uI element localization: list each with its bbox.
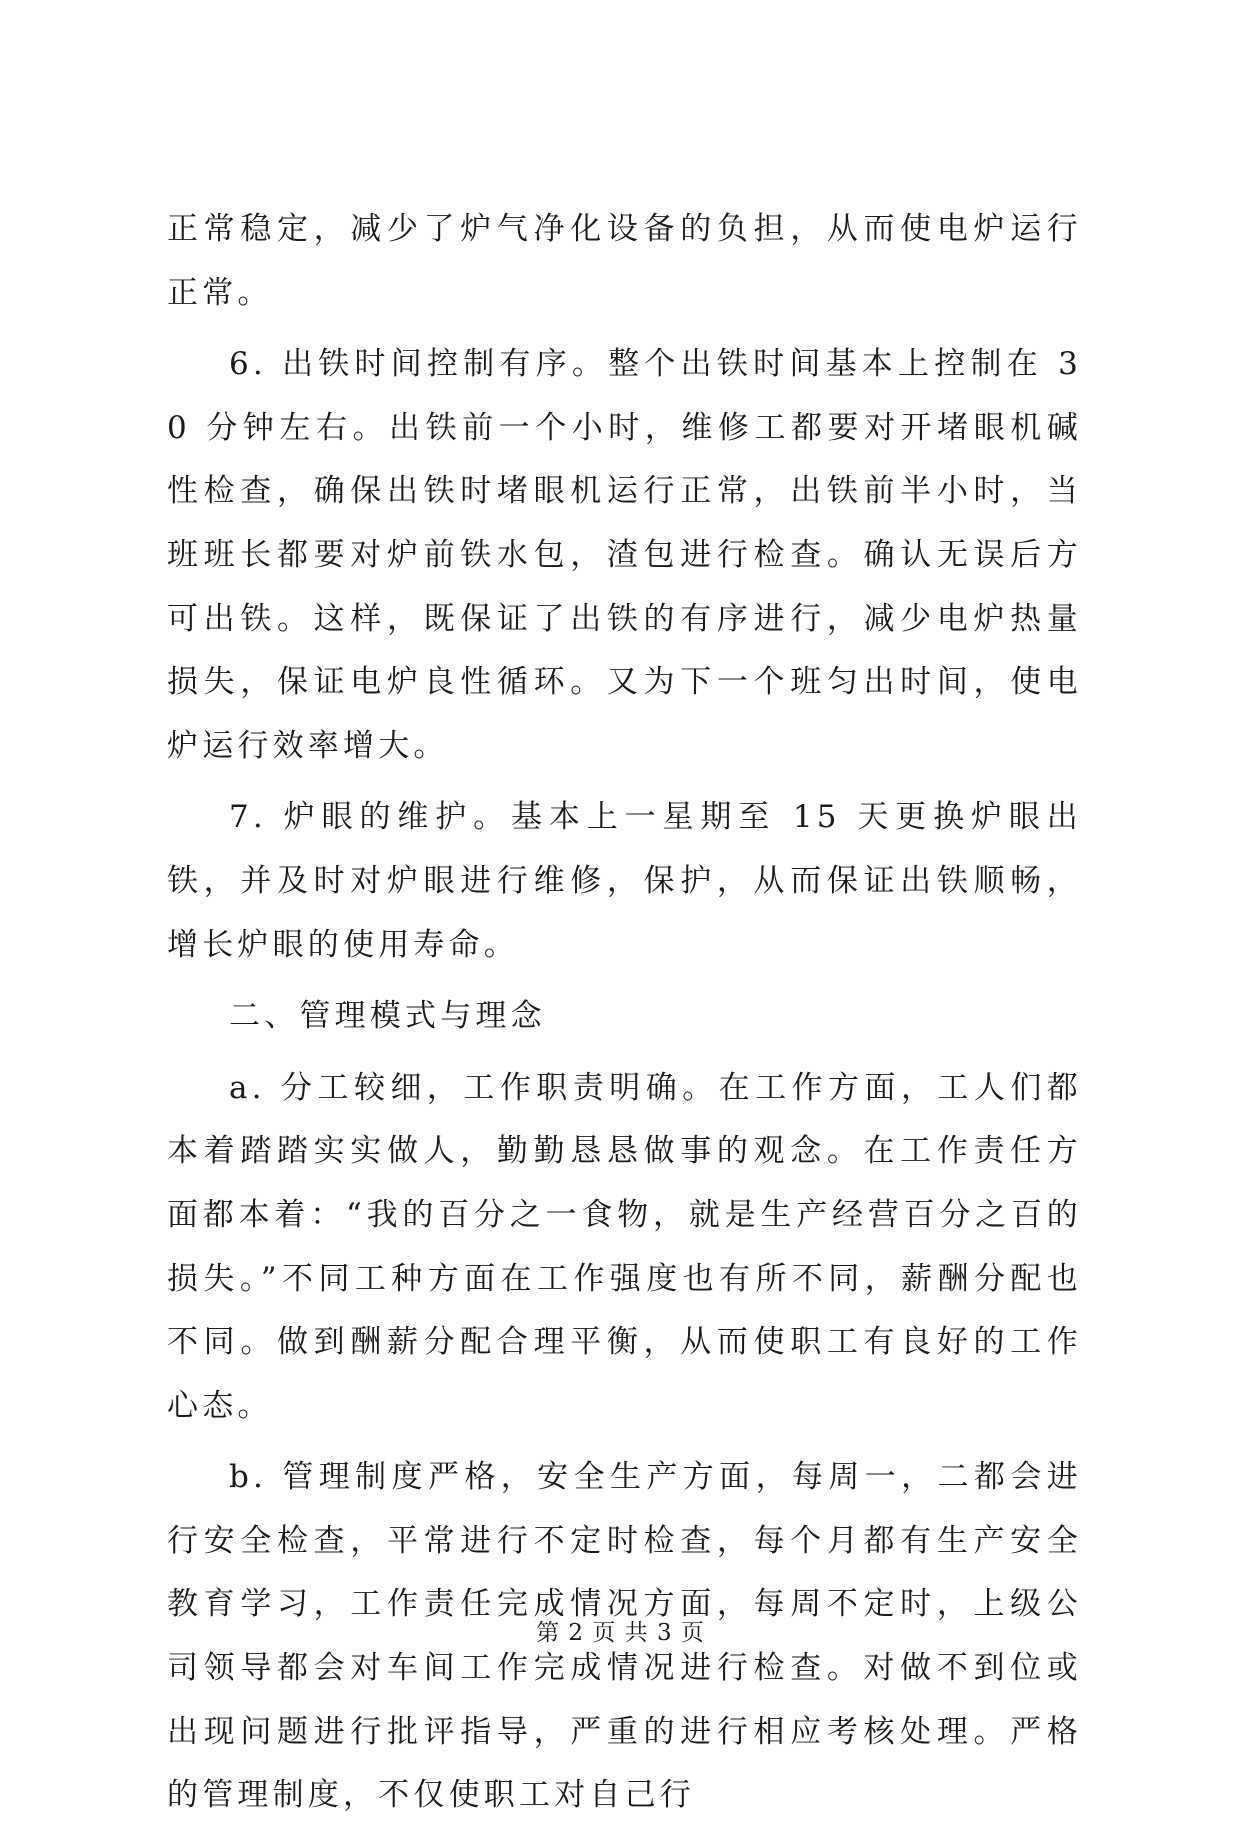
- paragraph-1: 正常稳定，减少了炉气净化设备的负担，从而使电炉运行正常。: [167, 211, 1082, 311]
- page-footer: 第 2 页 共 3 页: [536, 1620, 705, 1646]
- document-body: [167, 198, 1082, 1828]
- section-heading: 二、管理模式与理念: [229, 998, 546, 1035]
- paragraph-4: a. 分工较细，工作职责明确。在工作方面，工人们都本着踏踏实实做人，勤勤恳恳做事的观念。在工作责任方面都本着：“我的百分之一食物，就是生产经营百分之百的损失。”不同工种方面在工作强度也有所不同，薪酬分配也不同。做到酬薪分配合理平衡，从而使职工有良好的工作心态。: [167, 1069, 1083, 1424]
- paragraph-5: b. 管理制度严格，安全生产方面，每周一，二都会进行安全检查，平常进行不定时检查，每个月都有生产安全教育学习，工作责任完成情况方面，每周不定时，上级公司领导都会对车间工作完成情况进行检查。对做不到位或出现问题进行批评指导，严重的进行相应考核处理。严格的管理制度，不仅使职工对自己行: [167, 1459, 1082, 1814]
- paragraph-2: 6. 出铁时间控制有序。整个出铁时间基本上控制在 30 分钟左右。出铁前一个小时，维修工都要对开堵眼机碱性检查，确保出铁时堵眼机运行正常，出铁前半小时，当班班长都要对炉前铁水包，渣包进行检查。确认无误后方可出铁。这样，既保证了出铁的有序进行，减少电炉热量损失，保证电炉良性循环。又为下一个班匀出时间，使电炉运行效率增大。: [167, 346, 1082, 764]
- paragraph-3: 7. 炉眼的维护。基本上一星期至 15 天更换炉眼出铁，并及时对炉眼进行维修，保护，从而保证出铁顺畅，增长炉眼的使用寿命。: [167, 799, 1082, 963]
